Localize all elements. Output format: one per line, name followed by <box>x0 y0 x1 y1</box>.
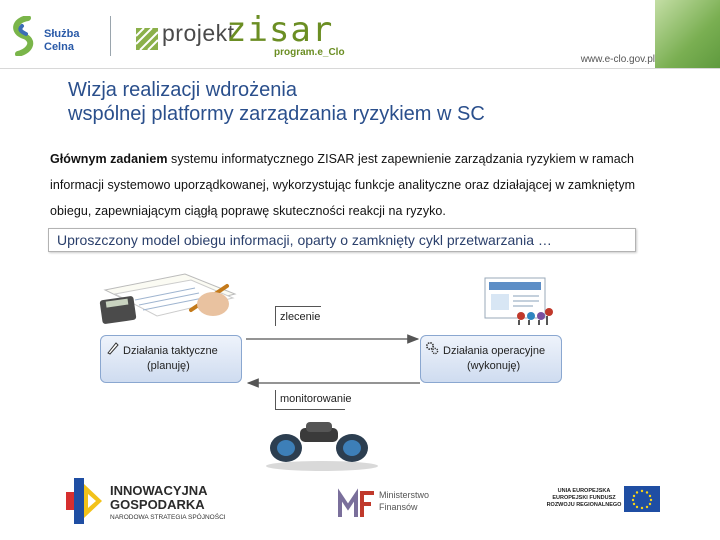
eu-line3: ROZWOJU REGIONALNEGO <box>546 502 622 508</box>
site-url[interactable]: www.e-clo.gov.pl <box>580 54 655 65</box>
header-decoration <box>655 0 720 68</box>
ig-subtitle: NARODOWA STRATEGIA SPÓJNOŚCI <box>110 514 226 521</box>
sluzba-celna-logo <box>8 10 103 60</box>
innovative-economy-emblem-icon <box>66 478 104 524</box>
ig-line1: INNOWACYJNA <box>110 483 208 498</box>
planning-documents-illustration <box>95 270 245 332</box>
eu-logo <box>540 484 660 524</box>
eu-flag-icon <box>624 486 660 512</box>
eu-line1: UNIA EUROPEJSKA <box>557 488 611 494</box>
eu-line2: EUROPEJSKI FUNDUSZ <box>552 495 616 501</box>
projekt-word: projekt. <box>162 20 242 46</box>
zisar-word: zisar <box>226 10 334 50</box>
operational-subtitle: (wykonuję) <box>467 360 521 372</box>
projekt-zisar-logo <box>134 10 364 64</box>
program-e-clo-word: program.e_Clo <box>274 47 345 58</box>
operational-screens-illustration <box>483 276 557 326</box>
ig-line2: GOSPODARKA <box>110 497 205 512</box>
innowacyjna-gospodarka-logo <box>66 478 231 528</box>
operational-title: Działania operacyjne <box>443 345 546 357</box>
header-divider <box>110 16 111 56</box>
body-text: systemu informatycznego ZISAR jest zapewnienie zarządzania ryzykiem w ramach informacji systemowo uporządkowanej, wykorzystując funkcje analityczne oraz działającej w zamkniętym obiegu, zapewniającym ciągłą poprawę skuteczności reakcji na ryzyko. <box>50 152 636 218</box>
sluzba-celna-emblem-icon <box>8 16 42 56</box>
page-title <box>68 78 668 126</box>
mf-line2: Finansów <box>379 502 418 512</box>
operational-actions-box[interactable] <box>420 335 562 383</box>
pencil-icon <box>106 341 120 355</box>
celna-label: Celna <box>44 41 74 53</box>
header-rule <box>0 68 720 69</box>
body-paragraph <box>50 146 675 224</box>
tactical-subtitle: (planuję) <box>147 360 190 372</box>
zlecenie-label: zlecenie <box>275 306 321 326</box>
tactical-title: Działania taktyczne <box>123 345 218 357</box>
sluzba-label: Służba <box>44 28 80 40</box>
mf-line1: Ministerstwo <box>379 490 430 500</box>
monitorowanie-label: monitorowanie <box>275 390 345 410</box>
flow-arrows <box>244 325 422 395</box>
ministerstwo-finansow-logo <box>338 485 448 521</box>
page-title-line2: wspólnej platformy zarządzania ryzykiem w SC <box>68 103 485 125</box>
gears-icon <box>425 341 439 355</box>
body-bold-lead: Głównym zadaniem <box>50 152 168 166</box>
zisar-stripes-icon <box>136 28 158 50</box>
binoculars-illustration <box>262 418 382 472</box>
mf-emblem-icon <box>338 487 376 519</box>
model-caption-box: Uproszczony model obiegu informacji, oparty o zamknięty cykl przetwarzania … <box>48 228 636 252</box>
tactical-actions-box[interactable] <box>100 335 242 383</box>
page-title-line1: Wizja realizacji wdrożenia <box>68 79 297 101</box>
